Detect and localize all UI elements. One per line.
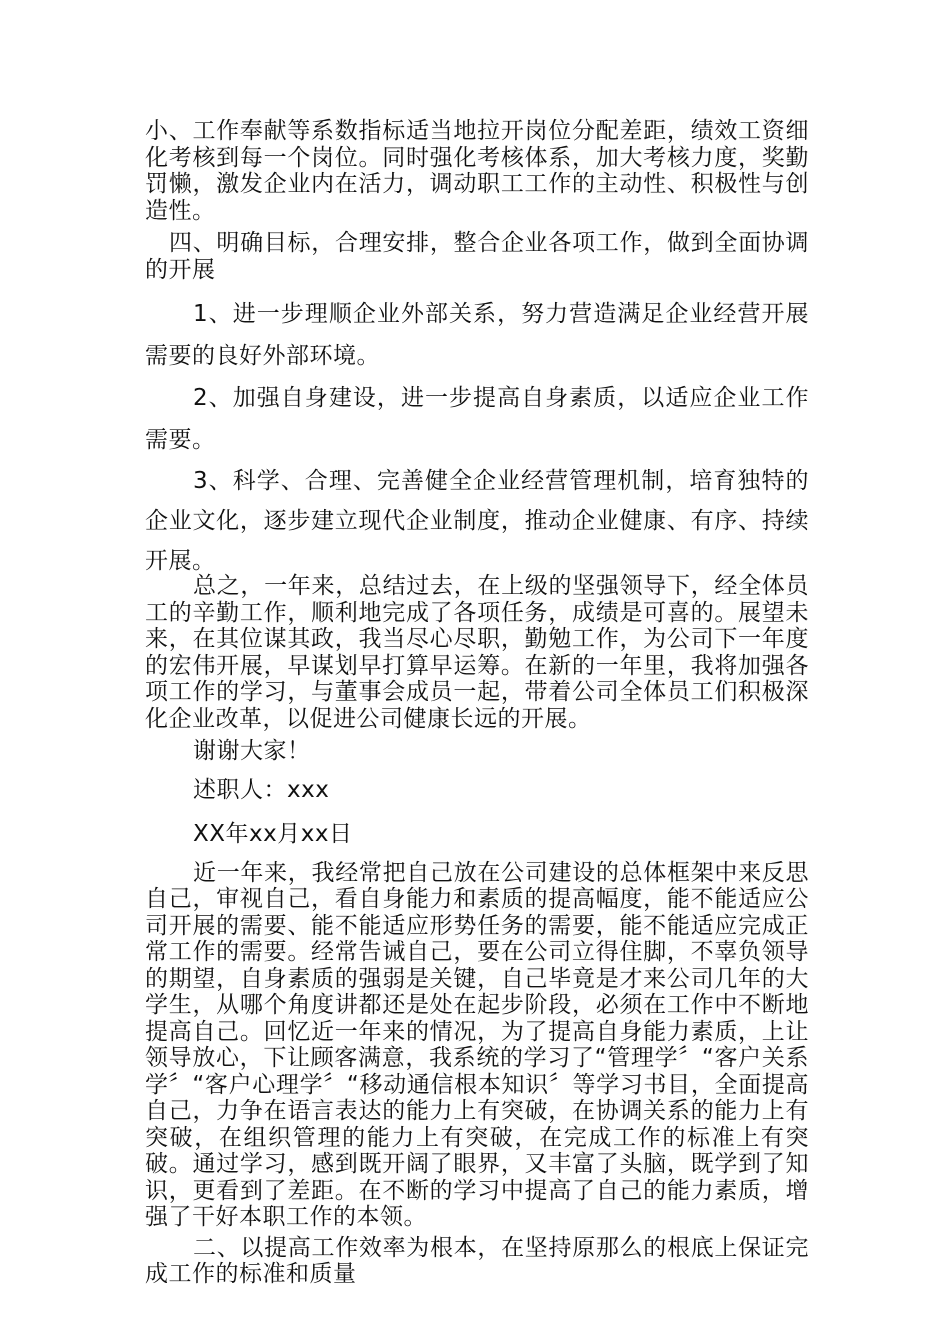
- paragraph-performance-pay: 小、工作奉献等系数指标适当地拉开岗位分配差距，绩效工资细化考核到每一个岗位。同时强化考核体系，加大考核力度，奖勤罚懒，激发企业内在活力，调动职工工作的主动性、积极性与创造性。: [145, 118, 809, 224]
- closing-thanks: 谢谢大家！: [193, 738, 311, 764]
- signature-reporter: 述职人：xxx: [193, 776, 330, 803]
- heading-section-four: 四、明确目标，合理安排，整合企业各项工作，做到全面协调的开展: [145, 230, 809, 283]
- document-page: [145, 118, 809, 1288]
- paragraph-self-study: 近一年来，我经常把自己放在公司建设的总体框架中来反思自己，审视自己，看自身能力和素质的提高幅度，能不能适应公司开展的需要、能不能适应形势任务的需要，能不能适应完成正常工作的需要。经常告诫自己，要在公司立得住脚，不辜负领导的期望，自身素质的强弱是关键，自己毕竟是才来公司几年的大学生，从哪个角度讲都还是处在起步阶段，必须在工作中不断地提高自己。回忆近一年来的情况，为了提高自身能力素质，上让领导放心，下让顾客满意，我系统的学习了“管理学〞“客户关系学〞“客户心理学〞“移动通信根本知识〞等学习书目，全面提高自己，力争在语言表达的能力上有突破，在协调关系的能力上有突破，在组织管理的能力上有突破，在完成工作的标准上有突破。通过学习，感到既开阔了眼界，又丰富了头脑，既学到了知识，更看到了差距。在不断的学习中提高了自己的能力素质，增强了干好本职工作的本领。: [145, 859, 809, 1230]
- list-item-2: 2、加强自身建设，进一步提高自身素质，以适应企业工作需要。: [145, 385, 809, 453]
- heading-section-two: 二、以提高工作效率为根本，在坚持原那么的根底上保证完成工作的标准和质量: [145, 1234, 809, 1287]
- signature-date: XX年xx月xx日: [193, 821, 353, 847]
- paragraph-summary: 总之，一年来，总结过去，在上级的坚强领导下，经全体员工的辛勤工作，顺利地完成了各项任务，成绩是可喜的。展望未来，在其位谋其政，我当尽心尽职，勤勉工作，为公司下一年度的宏伟开展，早谋划早打算早运筹。在新的一年里，我将加强各项工作的学习，与董事会成员一起，带着公司全体员工们积极深化企业改革，以促进公司健康长远的开展。: [145, 573, 809, 732]
- list-item-3: 3、科学、合理、完善健全企业经营管理机制，培育独特的企业文化，逐步建立现代企业制度，推动企业健康、有序、持续开展。: [145, 468, 809, 574]
- list-item-1: 1、进一步理顺企业外部关系，努力营造满足企业经营开展需要的良好外部环境。: [145, 301, 809, 369]
